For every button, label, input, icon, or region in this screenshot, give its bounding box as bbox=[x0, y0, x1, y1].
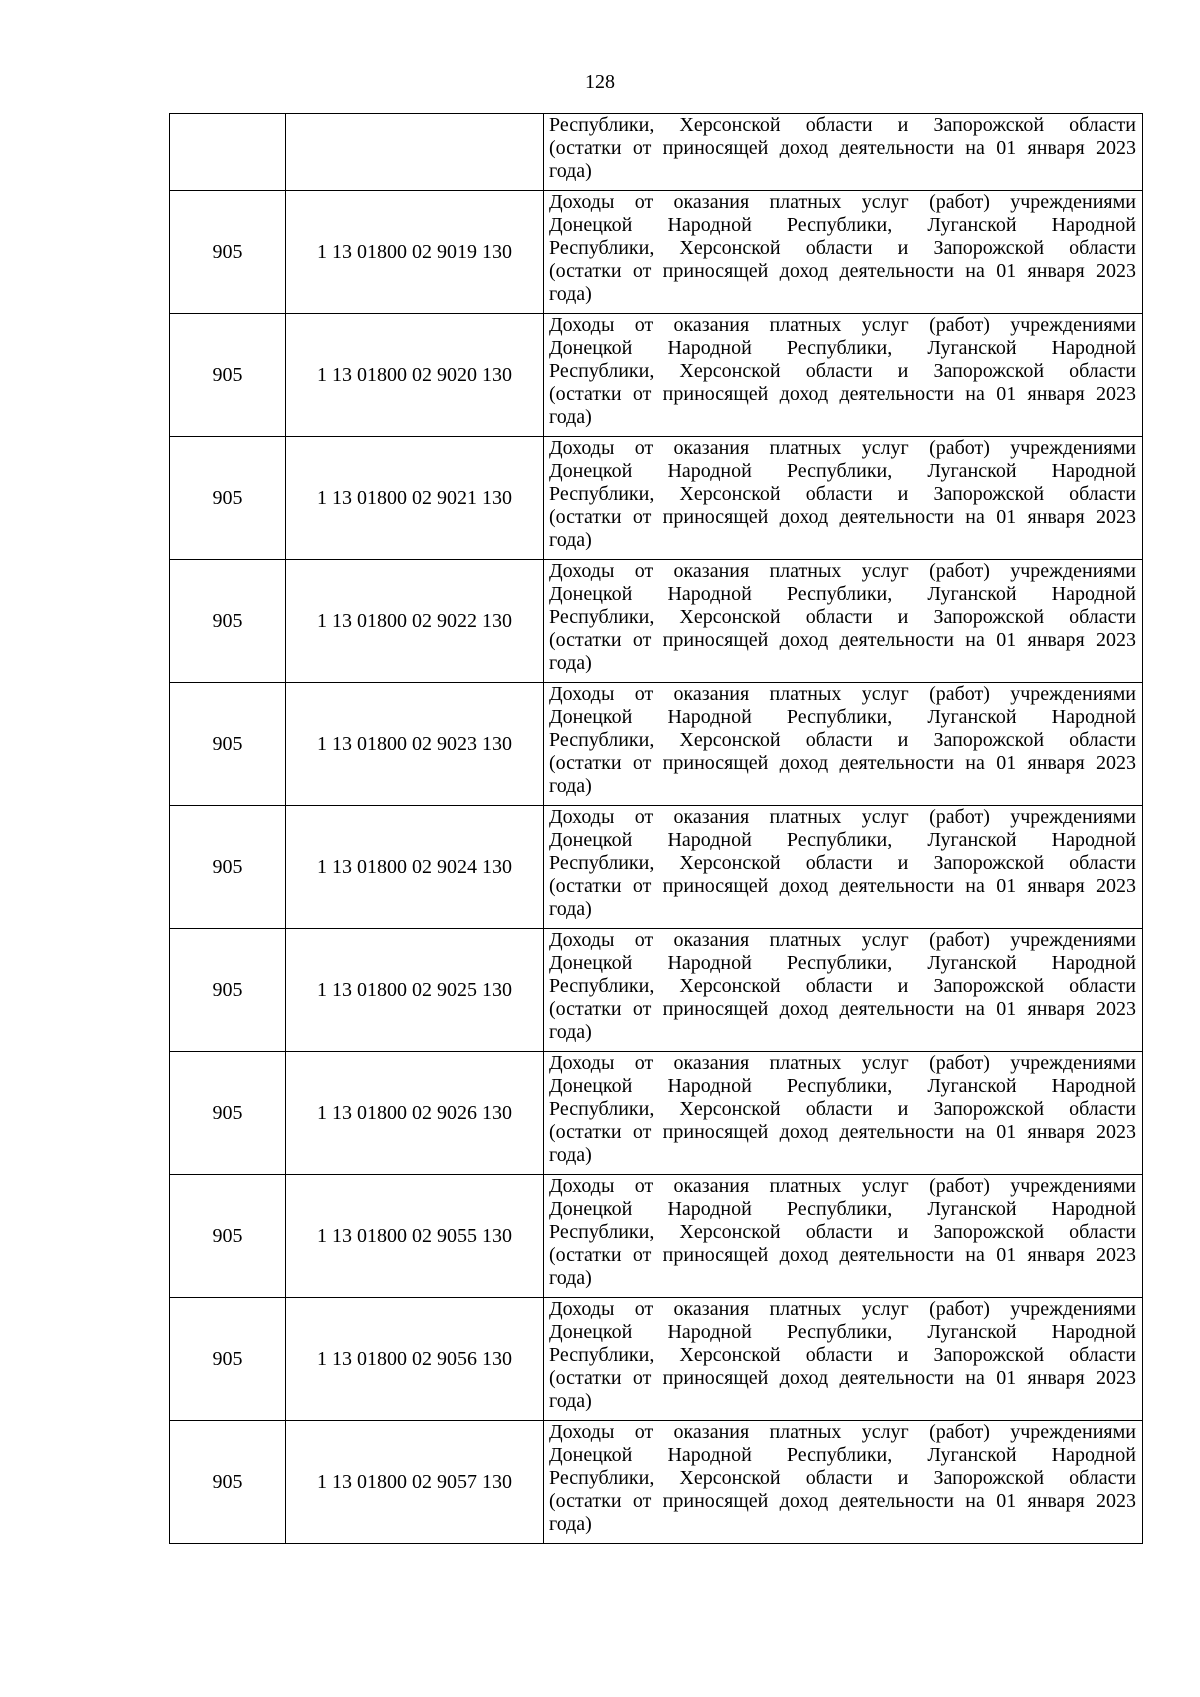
budget-code-cell: 1 13 01800 02 9056 130 bbox=[286, 1298, 544, 1421]
description-line: (остатки от приносящей доход деятельности на 01 января 2023 bbox=[549, 875, 1136, 897]
description-line: (остатки от приносящей доход деятельности на 01 января 2023 bbox=[549, 752, 1136, 774]
admin-code-cell: 905 bbox=[170, 683, 286, 806]
admin-code-cell: 905 bbox=[170, 929, 286, 1052]
table-body bbox=[170, 114, 1143, 1544]
admin-code-cell: 905 bbox=[170, 437, 286, 560]
budget-code-cell: 1 13 01800 02 9023 130 bbox=[286, 683, 544, 806]
table-row bbox=[170, 929, 1143, 1052]
budget-code-cell: 1 13 01800 02 9055 130 bbox=[286, 1175, 544, 1298]
description-line: (остатки от приносящей доход деятельности на 01 января 2023 bbox=[549, 1490, 1136, 1512]
description-cell bbox=[544, 929, 1143, 1052]
admin-code-cell: 905 bbox=[170, 1175, 286, 1298]
description-line: (остатки от приносящей доход деятельности на 01 января 2023 bbox=[549, 260, 1136, 282]
description-line: года) bbox=[549, 1144, 592, 1166]
table-row bbox=[170, 683, 1143, 806]
description-cell bbox=[544, 1421, 1143, 1544]
description-line: (остатки от приносящей доход деятельности на 01 января 2023 bbox=[549, 998, 1136, 1020]
table-row bbox=[170, 191, 1143, 314]
description-line: года) bbox=[549, 1390, 592, 1412]
admin-code-cell bbox=[170, 114, 286, 191]
description-line: Республики, Херсонской области и Запорожской области bbox=[549, 1221, 1136, 1243]
description-line: (остатки от приносящей доход деятельности на 01 января 2023 bbox=[549, 383, 1136, 405]
description-line: Доходы от оказания платных услуг (работ) учреждениями bbox=[549, 806, 1136, 828]
table-row bbox=[170, 1298, 1143, 1421]
description-line: года) bbox=[549, 160, 592, 182]
admin-code-cell: 905 bbox=[170, 560, 286, 683]
description-line: Республики, Херсонской области и Запорожской области bbox=[549, 852, 1136, 874]
table-row-continued bbox=[170, 114, 1143, 191]
table-row bbox=[170, 560, 1143, 683]
description-line: года) bbox=[549, 406, 592, 428]
admin-code-cell: 905 bbox=[170, 806, 286, 929]
description-line: Донецкой Народной Республики, Луганской Народной bbox=[549, 1444, 1136, 1466]
description-line: Республики, Херсонской области и Запорожской области bbox=[549, 237, 1136, 259]
budget-code-cell: 1 13 01800 02 9024 130 bbox=[286, 806, 544, 929]
description-line: года) bbox=[549, 283, 592, 305]
description-cell bbox=[544, 437, 1143, 560]
description-line: Республики, Херсонской области и Запорожской области bbox=[549, 1344, 1136, 1366]
description-line: Донецкой Народной Республики, Луганской Народной bbox=[549, 829, 1136, 851]
description-cell bbox=[544, 114, 1143, 191]
description-line: Донецкой Народной Республики, Луганской Народной bbox=[549, 706, 1136, 728]
description-line: Донецкой Народной Республики, Луганской Народной bbox=[549, 1075, 1136, 1097]
description-line: Донецкой Народной Республики, Луганской Народной bbox=[549, 1321, 1136, 1343]
description-line: Доходы от оказания платных услуг (работ) учреждениями bbox=[549, 1298, 1136, 1320]
description-line: года) bbox=[549, 775, 592, 797]
description-line: Республики, Херсонской области и Запорожской области bbox=[549, 729, 1136, 751]
description-line: (остатки от приносящей доход деятельности на 01 января 2023 bbox=[549, 629, 1136, 651]
admin-code-cell: 905 bbox=[170, 1298, 286, 1421]
description-line: Республики, Херсонской области и Запорожской области bbox=[549, 114, 1136, 136]
budget-code-cell: 1 13 01800 02 9057 130 bbox=[286, 1421, 544, 1544]
description-line: Донецкой Народной Республики, Луганской Народной bbox=[549, 460, 1136, 482]
description-line: Донецкой Народной Республики, Луганской Народной bbox=[549, 952, 1136, 974]
budget-code-cell: 1 13 01800 02 9020 130 bbox=[286, 314, 544, 437]
budget-code-cell: 1 13 01800 02 9019 130 bbox=[286, 191, 544, 314]
description-cell bbox=[544, 683, 1143, 806]
description-line: Донецкой Народной Республики, Луганской Народной bbox=[549, 583, 1136, 605]
admin-code-cell: 905 bbox=[170, 1421, 286, 1544]
budget-code-cell: 1 13 01800 02 9026 130 bbox=[286, 1052, 544, 1175]
table-row bbox=[170, 806, 1143, 929]
description-cell bbox=[544, 1052, 1143, 1175]
description-line: (остатки от приносящей доход деятельности на 01 января 2023 bbox=[549, 1367, 1136, 1389]
table-row bbox=[170, 1421, 1143, 1544]
table-row bbox=[170, 314, 1143, 437]
description-line: (остатки от приносящей доход деятельности на 01 января 2023 bbox=[549, 1121, 1136, 1143]
description-line: Республики, Херсонской области и Запорожской области bbox=[549, 360, 1136, 382]
description-cell bbox=[544, 191, 1143, 314]
budget-code-cell: 1 13 01800 02 9021 130 bbox=[286, 437, 544, 560]
description-line: (остатки от приносящей доход деятельности на 01 января 2023 bbox=[549, 1244, 1136, 1266]
description-line: Доходы от оказания платных услуг (работ) учреждениями bbox=[549, 1421, 1136, 1443]
budget-codes-table bbox=[169, 113, 1143, 1544]
admin-code-cell: 905 bbox=[170, 191, 286, 314]
description-line: (остатки от приносящей доход деятельности на 01 января 2023 bbox=[549, 137, 1136, 159]
description-line: Донецкой Народной Республики, Луганской Народной bbox=[549, 1198, 1136, 1220]
description-line: Доходы от оказания платных услуг (работ) учреждениями bbox=[549, 191, 1136, 213]
table-row bbox=[170, 437, 1143, 560]
description-line: Доходы от оказания платных услуг (работ) учреждениями bbox=[549, 1052, 1136, 1074]
description-cell bbox=[544, 560, 1143, 683]
description-line: Республики, Херсонской области и Запорожской области bbox=[549, 1098, 1136, 1120]
description-line: Доходы от оказания платных услуг (работ) учреждениями bbox=[549, 560, 1136, 582]
page-number: 128 bbox=[585, 71, 615, 93]
table-row bbox=[170, 1175, 1143, 1298]
description-line: Донецкой Народной Республики, Луганской Народной bbox=[549, 214, 1136, 236]
description-line: Республики, Херсонской области и Запорожской области bbox=[549, 975, 1136, 997]
budget-code-cell: 1 13 01800 02 9022 130 bbox=[286, 560, 544, 683]
description-line: года) bbox=[549, 898, 592, 920]
description-line: года) bbox=[549, 529, 592, 551]
admin-code-cell: 905 bbox=[170, 314, 286, 437]
description-line: (остатки от приносящей доход деятельности на 01 января 2023 bbox=[549, 506, 1136, 528]
description-line: Доходы от оказания платных услуг (работ) учреждениями bbox=[549, 437, 1136, 459]
budget-code-cell: 1 13 01800 02 9025 130 bbox=[286, 929, 544, 1052]
description-line: года) bbox=[549, 1513, 592, 1535]
description-line: года) bbox=[549, 1021, 592, 1043]
description-cell bbox=[544, 314, 1143, 437]
description-line: Республики, Херсонской области и Запорожской области bbox=[549, 606, 1136, 628]
admin-code-cell: 905 bbox=[170, 1052, 286, 1175]
description-line: Доходы от оказания платных услуг (работ) учреждениями bbox=[549, 314, 1136, 336]
table-row bbox=[170, 1052, 1143, 1175]
description-line: Республики, Херсонской области и Запорожской области bbox=[549, 1467, 1136, 1489]
description-line: Доходы от оказания платных услуг (работ) учреждениями bbox=[549, 683, 1136, 705]
budget-code-cell bbox=[286, 114, 544, 191]
description-line: Доходы от оказания платных услуг (работ) учреждениями bbox=[549, 929, 1136, 951]
description-line: Донецкой Народной Республики, Луганской Народной bbox=[549, 337, 1136, 359]
description-line: Доходы от оказания платных услуг (работ) учреждениями bbox=[549, 1175, 1136, 1197]
description-cell bbox=[544, 1175, 1143, 1298]
description-line: года) bbox=[549, 1267, 592, 1289]
description-line: Республики, Херсонской области и Запорожской области bbox=[549, 483, 1136, 505]
description-cell bbox=[544, 806, 1143, 929]
description-cell bbox=[544, 1298, 1143, 1421]
description-line: года) bbox=[549, 652, 592, 674]
